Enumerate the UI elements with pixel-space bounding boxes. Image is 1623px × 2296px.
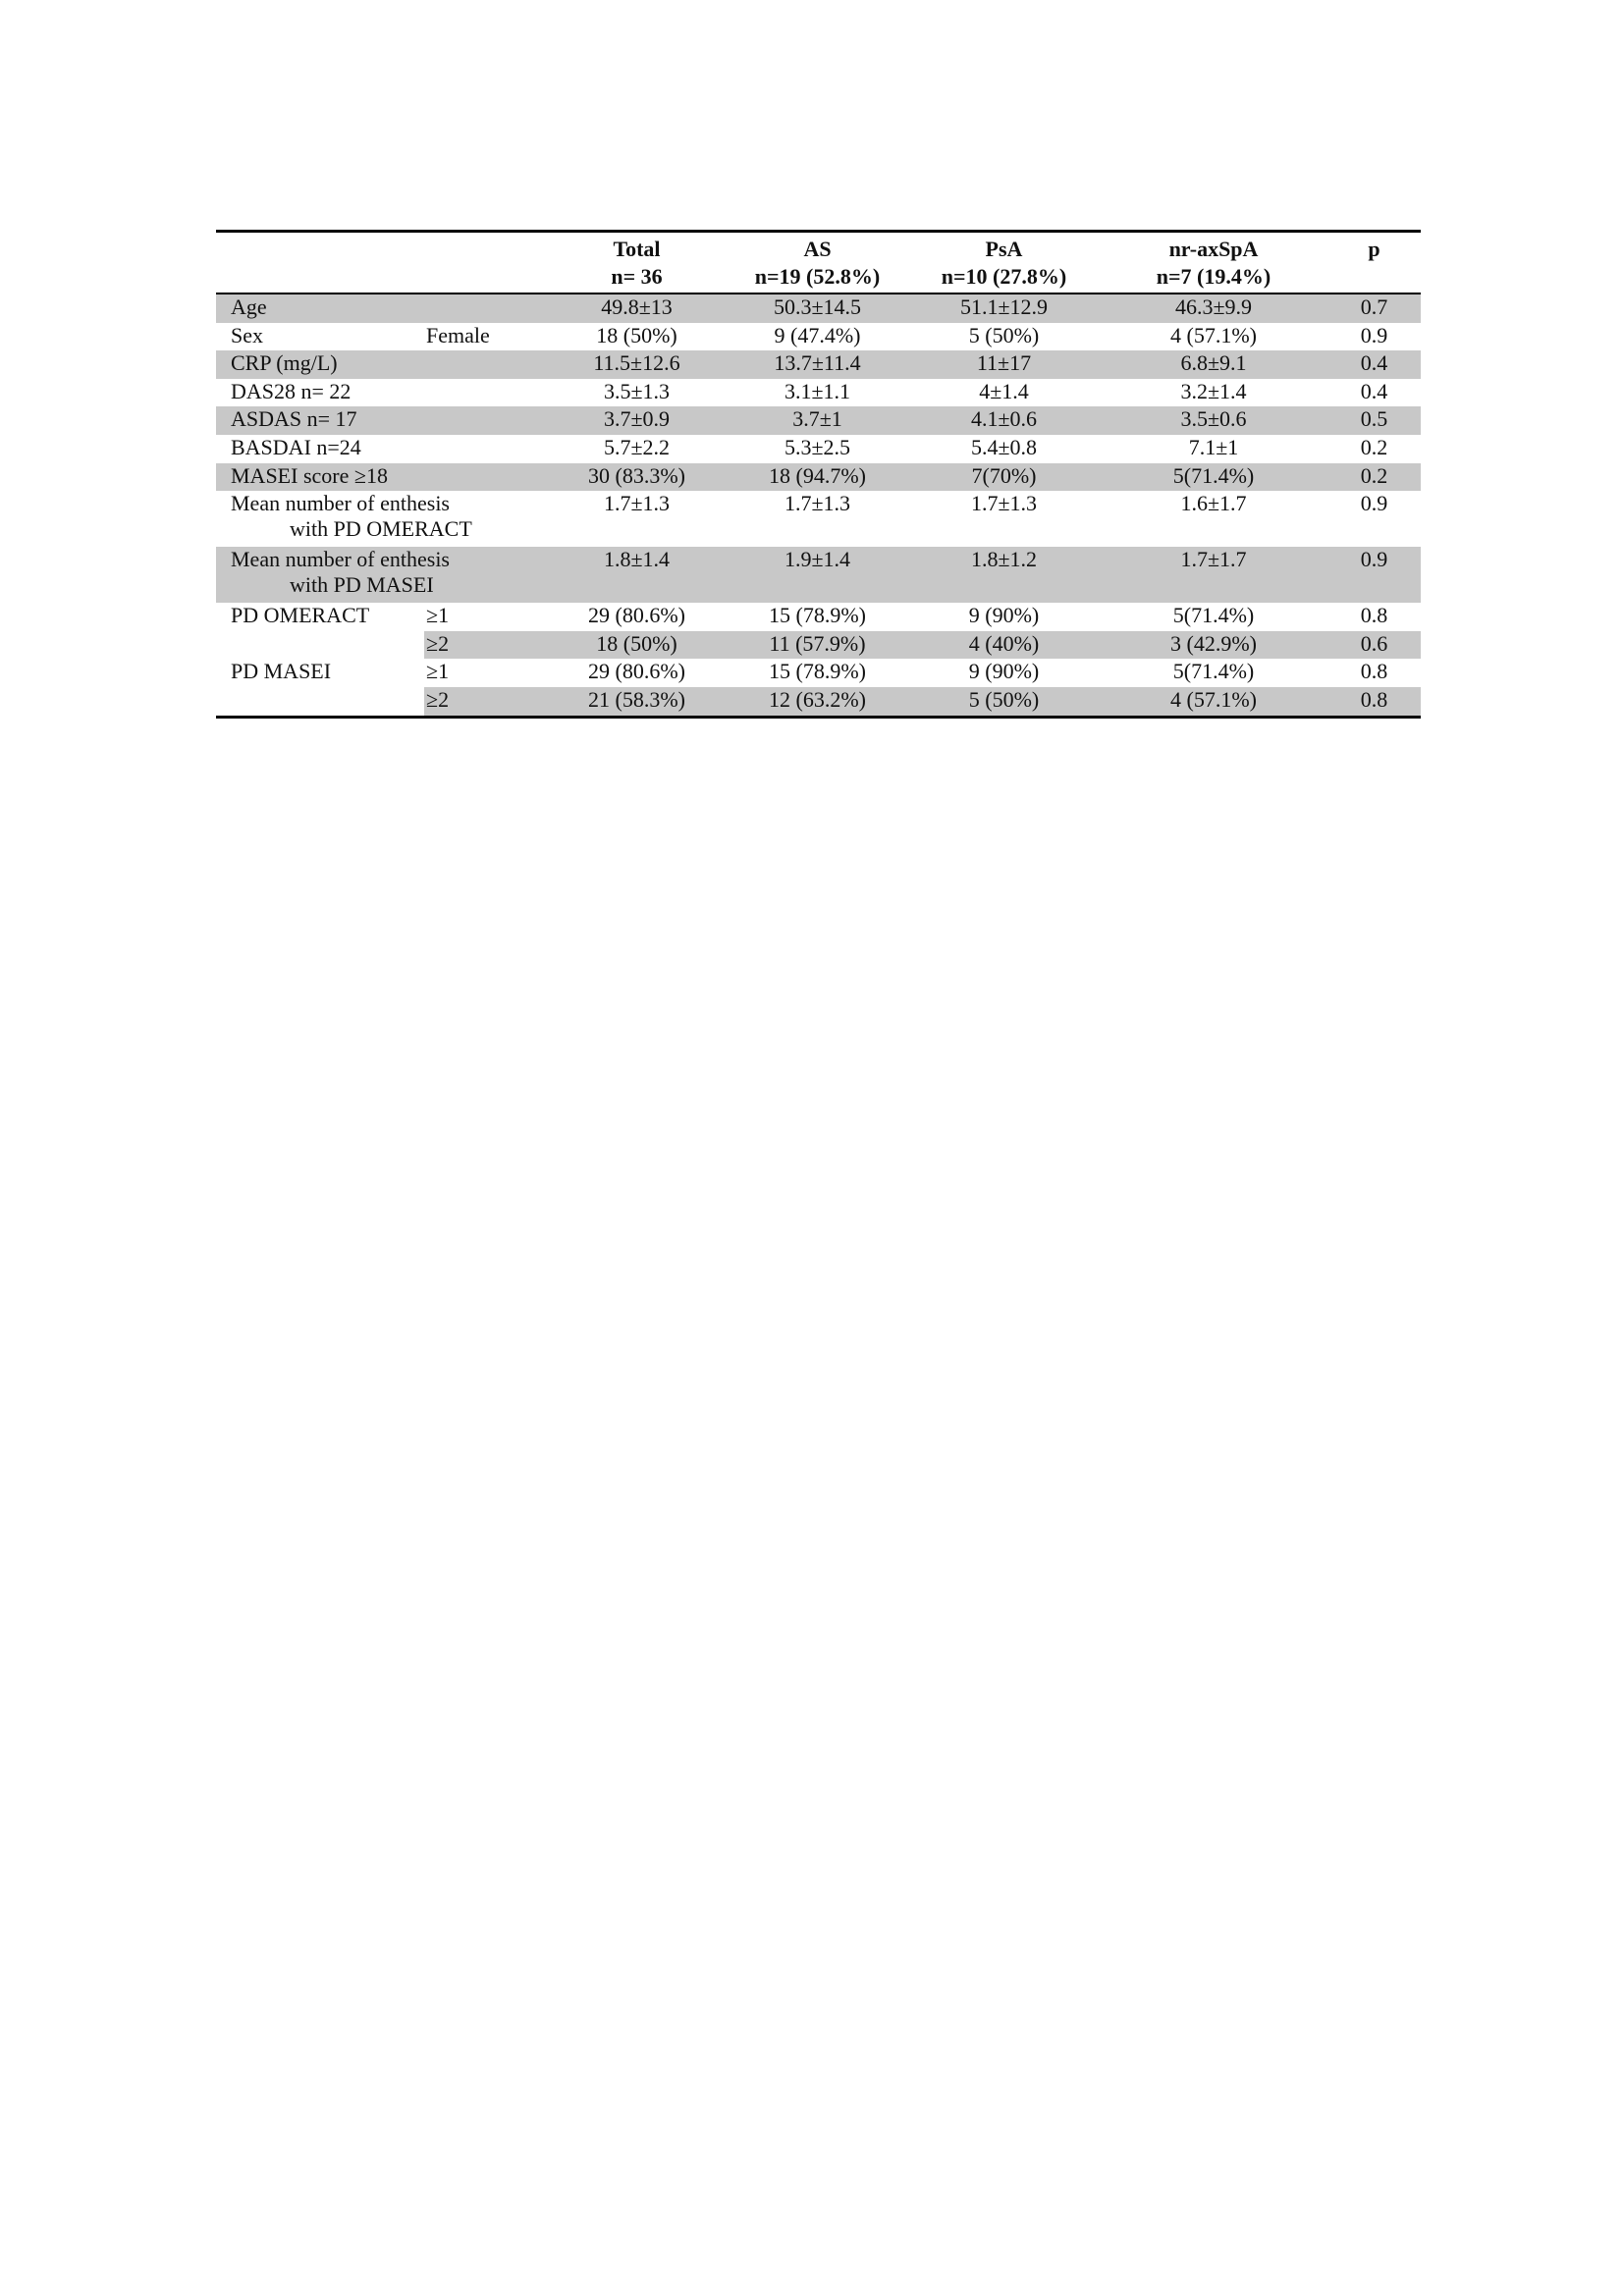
cell-nr-axspa: 1.6±1.7 — [1180, 491, 1247, 516]
row-sublabel — [424, 406, 547, 435]
row-sublabel: ≥1 — [426, 659, 450, 684]
cell-p: 0.6 — [1327, 631, 1421, 660]
cell-total: 3.7±0.9 — [547, 406, 727, 435]
cell-total: 1.8±1.4 — [547, 547, 727, 603]
row-label-line2: with PD MASEI — [290, 572, 434, 598]
header-as: AS n=19 (52.8%) — [727, 232, 908, 294]
row-label: CRP (mg/L) — [216, 350, 424, 379]
cell-as: 1.9±1.4 — [727, 547, 908, 603]
cell-psa: 9 (90%) — [968, 659, 1040, 684]
cell-as: 13.7±11.4 — [727, 350, 908, 379]
header-row — [216, 232, 1421, 294]
cell-nr-axspa: 1.7±1.7 — [1100, 547, 1327, 603]
cell-psa: 7(70%) — [908, 463, 1100, 492]
cell-as: 15 (78.9%) — [769, 659, 866, 684]
cell-nr-axspa: 5(71.4%) — [1172, 603, 1255, 628]
cell-psa: 4±1.4 — [979, 378, 1029, 403]
cell-p: 0.2 — [1327, 463, 1421, 492]
cell-as: 9 (47.4%) — [774, 322, 861, 347]
table-row — [216, 547, 1421, 603]
cell-p: 0.9 — [1327, 547, 1421, 603]
row-label — [216, 491, 547, 547]
table-row — [216, 406, 1421, 435]
cell-nr-axspa: 3 (42.9%) — [1100, 631, 1327, 660]
row-label — [216, 687, 424, 717]
header-nr-axspa: nr-axSpA n=7 (19.4%) — [1100, 232, 1327, 294]
cell-psa: 5 (50%) — [968, 322, 1040, 347]
cell-as: 3.1±1.1 — [784, 378, 851, 403]
cell-p: 0.9 — [1360, 491, 1388, 516]
cell-nr-axspa: 46.3±9.9 — [1100, 294, 1327, 323]
table-row — [216, 687, 1421, 717]
cell-total: 29 (80.6%) — [588, 659, 685, 684]
cell-as: 1.7±1.3 — [784, 491, 851, 516]
cell-total: 18 (50%) — [596, 322, 677, 347]
row-sublabel: ≥1 — [426, 603, 450, 628]
cell-total: 3.5±1.3 — [603, 378, 671, 403]
cell-psa: 4 (40%) — [908, 631, 1100, 660]
row-label: MASEI score ≥18 — [216, 463, 424, 492]
cell-total: 1.7±1.3 — [603, 491, 671, 516]
cell-p: 0.9 — [1360, 322, 1388, 347]
table-row — [216, 463, 1421, 492]
row-label: DAS28 n= 22 — [231, 378, 352, 403]
row-label: PD MASEI — [231, 659, 332, 684]
table-row — [216, 631, 1421, 660]
header-p: p — [1327, 232, 1421, 294]
cell-total: 5.7±2.2 — [603, 434, 671, 459]
cell-p: 0.7 — [1327, 294, 1421, 323]
header-blank-sub — [424, 232, 547, 294]
cell-p: 0.4 — [1327, 350, 1421, 379]
cell-nr-axspa: 7.1±1 — [1188, 434, 1239, 459]
cell-p: 0.8 — [1360, 659, 1388, 684]
table-row — [216, 350, 1421, 379]
row-sublabel — [424, 435, 547, 463]
cell-total: 18 (50%) — [547, 631, 727, 660]
row-label-line2: with PD OMERACT — [290, 516, 472, 542]
table-row — [216, 659, 1421, 687]
cell-total: 11.5±12.6 — [547, 350, 727, 379]
cell-psa: 9 (90%) — [968, 603, 1040, 628]
row-label — [216, 631, 424, 660]
cell-nr-axspa: 4 (57.1%) — [1170, 322, 1257, 347]
cell-nr-axspa: 6.8±9.1 — [1100, 350, 1327, 379]
row-label: BASDAI n=24 — [231, 434, 361, 459]
table-row — [216, 294, 1421, 323]
cell-as: 50.3±14.5 — [727, 294, 908, 323]
row-sublabel — [424, 463, 547, 492]
cell-psa: 1.7±1.3 — [970, 491, 1038, 516]
row-sublabel: ≥2 — [424, 631, 547, 660]
cell-nr-axspa: 4 (57.1%) — [1100, 687, 1327, 717]
header-total: Total n= 36 — [547, 232, 727, 294]
cell-as: 3.7±1 — [727, 406, 908, 435]
cell-psa: 5.4±0.8 — [970, 434, 1038, 459]
row-sublabel: Female — [426, 322, 490, 347]
baseline-characteristics-table — [216, 230, 1421, 719]
header-blank — [216, 232, 424, 294]
cell-as: 11 (57.9%) — [727, 631, 908, 660]
table-row — [216, 603, 1421, 631]
cell-as: 5.3±2.5 — [784, 434, 851, 459]
header-psa: PsA n=10 (27.8%) — [908, 232, 1100, 294]
cell-total: 29 (80.6%) — [588, 603, 685, 628]
table-row — [216, 379, 1421, 407]
row-label-line1: Mean number of enthesis — [231, 491, 450, 516]
cell-total: 21 (58.3%) — [547, 687, 727, 717]
cell-psa: 51.1±12.9 — [908, 294, 1100, 323]
row-label: ASDAS n= 17 — [216, 406, 424, 435]
cell-p: 0.5 — [1327, 406, 1421, 435]
row-label-line1: Mean number of enthesis — [231, 547, 450, 572]
row-label — [216, 547, 547, 603]
row-label: PD OMERACT — [231, 603, 370, 628]
cell-as: 15 (78.9%) — [769, 603, 866, 628]
cell-psa: 5 (50%) — [908, 687, 1100, 717]
row-sublabel — [424, 379, 547, 407]
cell-psa: 4.1±0.6 — [908, 406, 1100, 435]
table-row — [216, 323, 1421, 351]
row-sublabel — [424, 350, 547, 379]
cell-p: 0.8 — [1360, 603, 1388, 628]
cell-nr-axspa: 3.5±0.6 — [1100, 406, 1327, 435]
cell-total: 49.8±13 — [547, 294, 727, 323]
cell-psa: 1.8±1.2 — [908, 547, 1100, 603]
cell-nr-axspa: 5(71.4%) — [1100, 463, 1327, 492]
cell-as: 12 (63.2%) — [727, 687, 908, 717]
cell-p: 0.4 — [1360, 378, 1388, 403]
cell-nr-axspa: 3.2±1.4 — [1180, 378, 1247, 403]
row-label: Sex — [231, 322, 263, 347]
row-label: Age — [216, 294, 424, 323]
cell-psa: 11±17 — [908, 350, 1100, 379]
row-sublabel — [424, 294, 547, 323]
table-row — [216, 491, 1421, 547]
cell-as: 18 (94.7%) — [727, 463, 908, 492]
cell-nr-axspa: 5(71.4%) — [1172, 659, 1255, 684]
row-sublabel: ≥2 — [424, 687, 547, 717]
table-row — [216, 435, 1421, 463]
cell-total: 30 (83.3%) — [547, 463, 727, 492]
cell-p: 0.2 — [1360, 434, 1388, 459]
cell-p: 0.8 — [1327, 687, 1421, 717]
